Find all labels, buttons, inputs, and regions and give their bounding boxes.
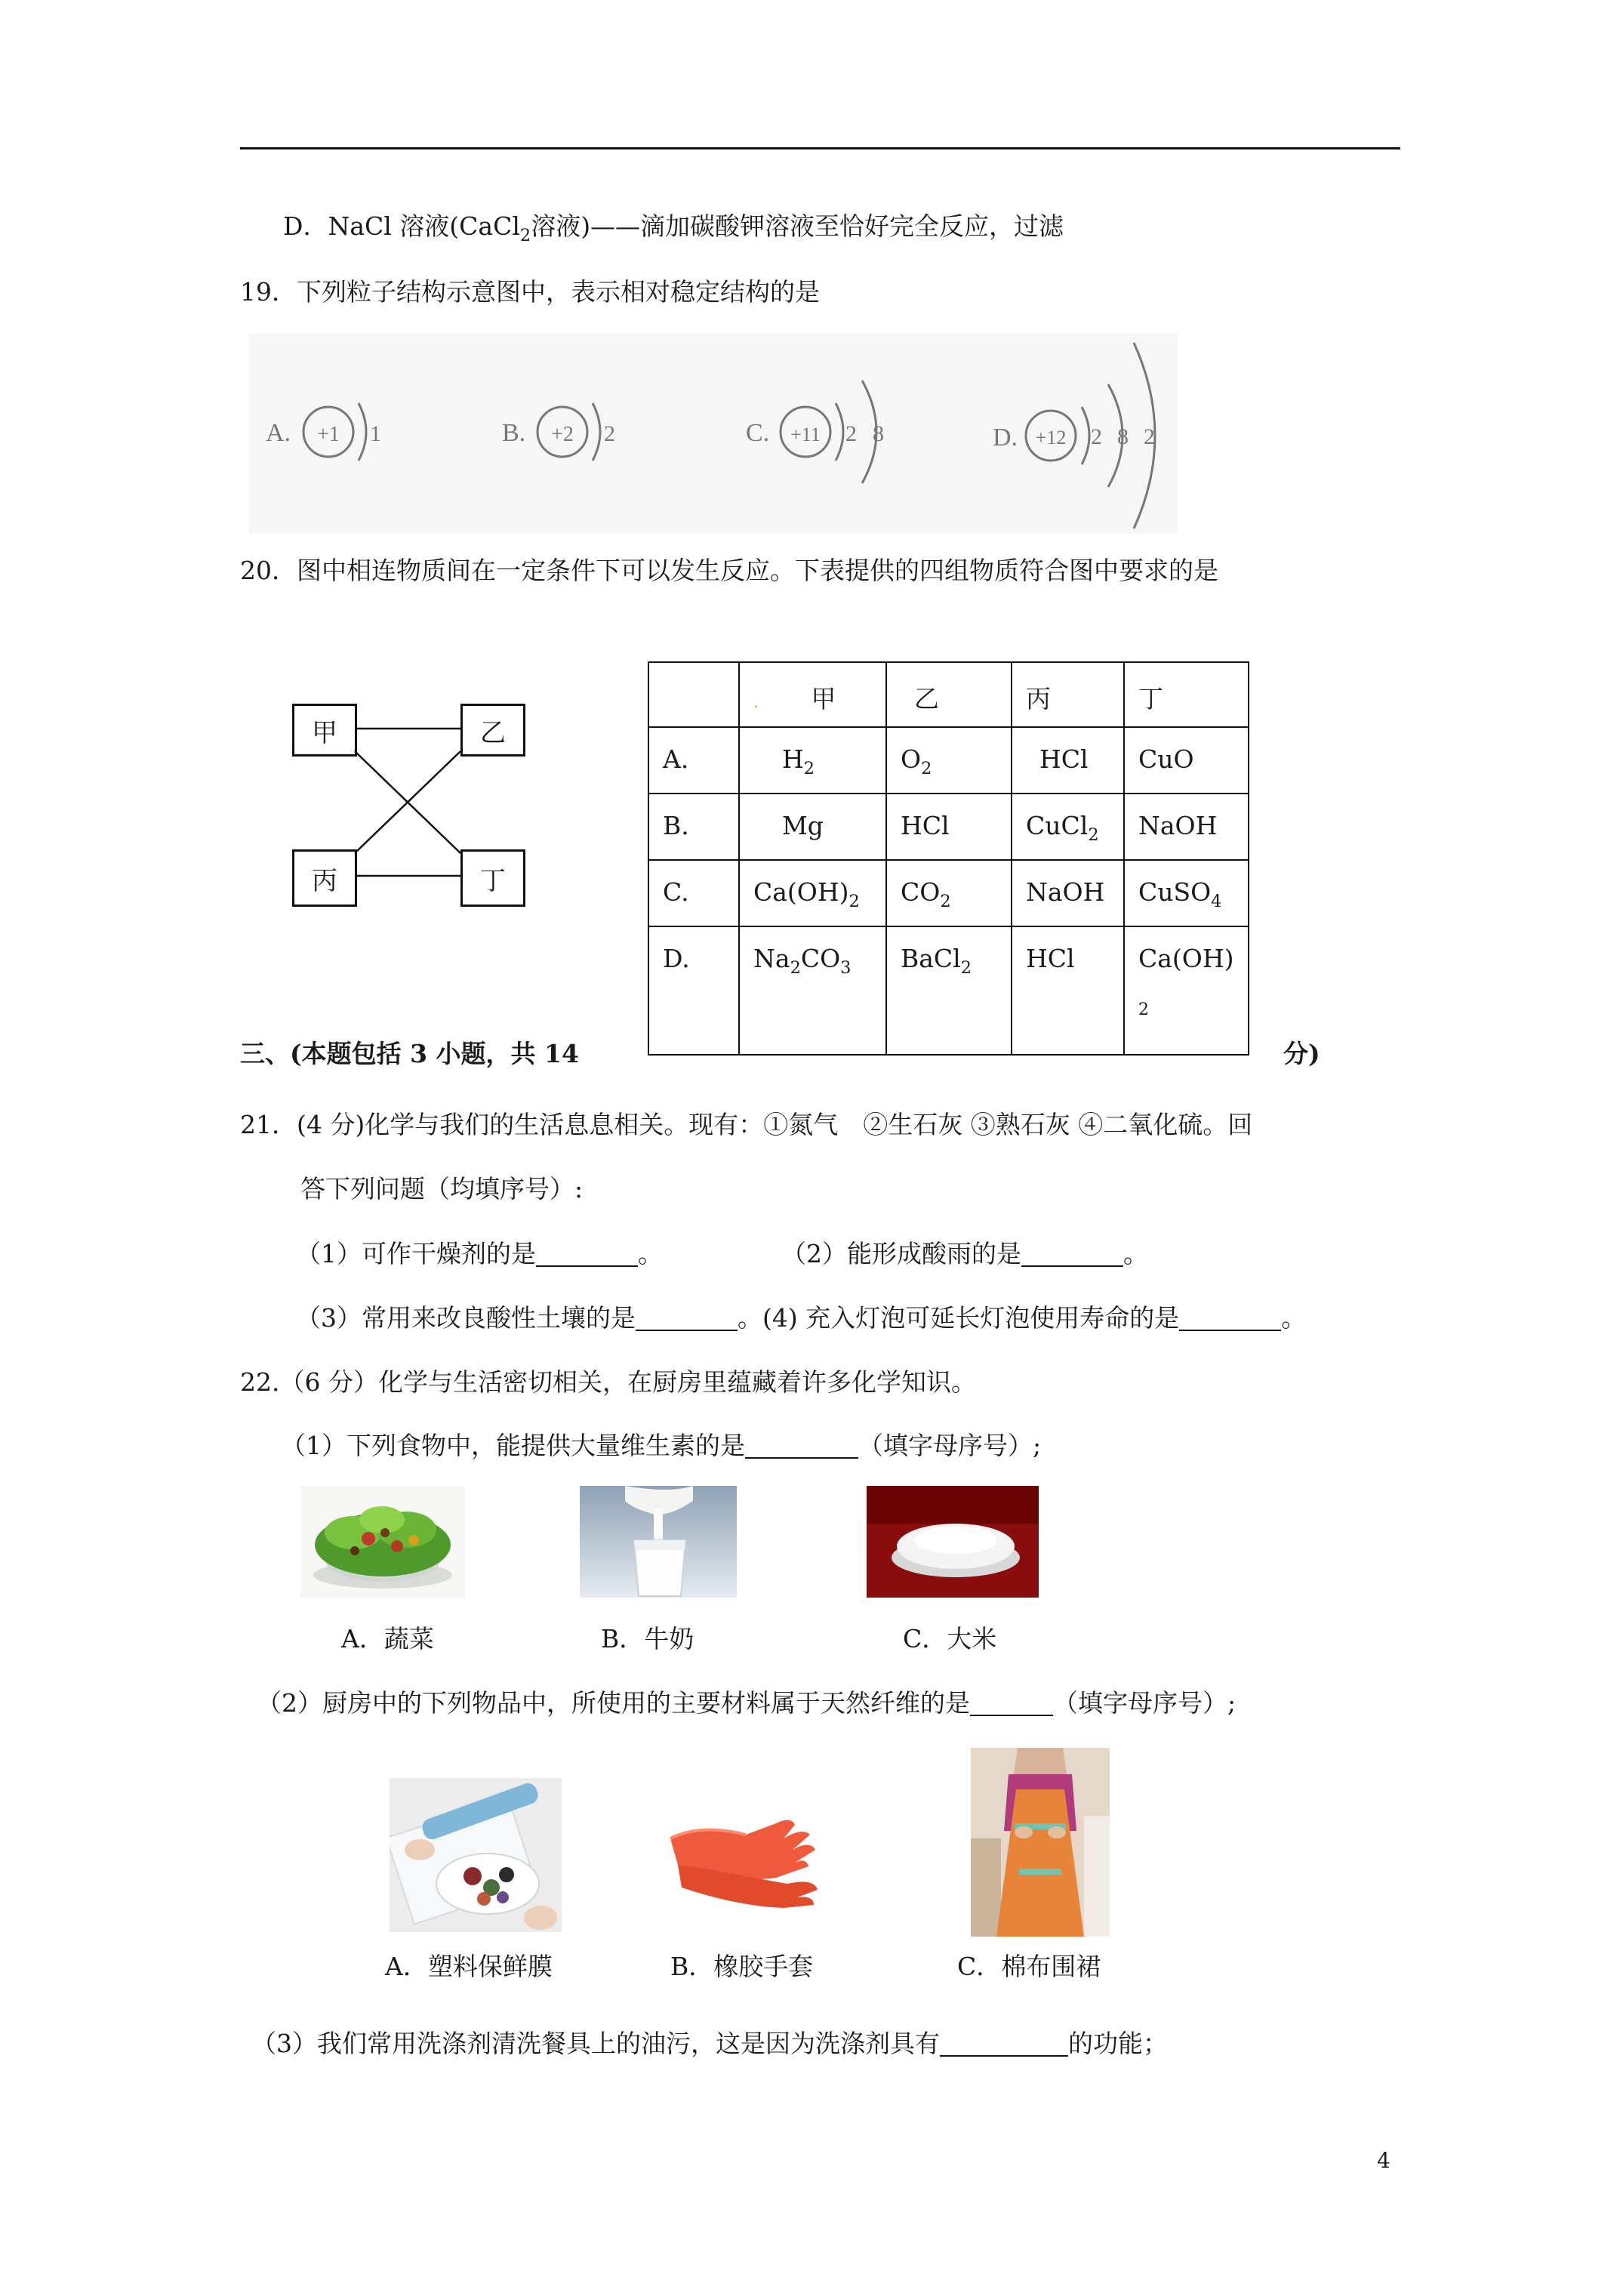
q19-stem: 19．下列粒子结构示意图中，表示相对稳定结构的是: [240, 277, 820, 307]
table-header-ding: 丁: [1124, 662, 1249, 727]
plastic-wrap-image: [390, 1778, 562, 1932]
table-header-bing: 丙: [1012, 662, 1124, 727]
section3-heading-end: 分): [1283, 1039, 1320, 1068]
q22-stem: 22.（6 分）化学与生活密切相关，在厨房里蕴藏着许多化学知识。: [240, 1367, 976, 1397]
item-caption-c: C．棉布围裙: [957, 1952, 1101, 1981]
table-corner-cell: [648, 662, 739, 727]
table-row-b: B. Mg HCl CuCl$_2$ NaOH: [648, 794, 1249, 860]
vegetable-salad-image: [300, 1486, 465, 1598]
atom-d-label: D.: [993, 424, 1018, 451]
atom-b-nucleus: +2: [551, 423, 574, 446]
atom-structure-figure: [249, 334, 1178, 534]
food-caption-b: B．牛奶: [601, 1624, 694, 1653]
atom-a-nucleus: +1: [317, 423, 340, 446]
item-caption-a: A．塑料保鲜膜: [385, 1952, 553, 1981]
atom-d-shell-3: 2: [1144, 424, 1155, 449]
atom-diagram-b: [502, 403, 615, 461]
atom-b-shell-1: 2: [604, 421, 615, 446]
atom-c-shell-1: 2: [845, 421, 857, 446]
substances-table: [648, 661, 1249, 1056]
q18-option-d: D．NaCl 溶液(CaCl$_2$溶液)——滴加碳酸钾溶液至恰好完全反应，过滤: [283, 211, 1064, 245]
q22-part3: （3）我们常用洗涤剂清洗餐具上的油污，这是因为洗涤剂具有 的功能；: [251, 2029, 1168, 2058]
q22-part1: （1）下列食物中，能提供大量维生素的是 （填字母序号）;: [281, 1431, 1042, 1460]
atom-a-label: A.: [266, 419, 291, 447]
table-header-jia: . 甲: [739, 662, 886, 727]
atom-c-shell-2: 8: [873, 421, 884, 446]
cotton-apron-image: [971, 1748, 1110, 1937]
q22-part2: （2）厨房中的下列物品中，所使用的主要材料属于天然纤维的是 （填字母序号）;: [257, 1688, 1236, 1718]
table-header-row: [648, 662, 1249, 727]
atom-diagram-a: [266, 403, 381, 461]
atom-d-nucleus: +12: [1035, 427, 1067, 448]
answer-blank-21-3[interactable]: [636, 1304, 738, 1331]
section3-heading: 三、(本题包括 3 小题，共 14: [240, 1039, 579, 1068]
food-caption-a: A．蔬菜: [341, 1624, 434, 1653]
atom-diagram-d: [993, 343, 1155, 529]
node-bing: 丙: [292, 849, 357, 907]
q20-stem: 20．图中相连物质间在一定条件下可以发生反应。下表提供的四组物质符合图中要求的是: [240, 556, 1218, 585]
answer-blank-21-1[interactable]: [536, 1240, 638, 1267]
node-jia: 甲: [292, 704, 357, 757]
q21-part1: （1）可作干燥剂的是 。: [296, 1239, 663, 1268]
milk-image: [580, 1486, 737, 1598]
atom-b-label: B.: [502, 419, 526, 447]
atom-d-shell-2: 8: [1117, 424, 1129, 449]
answer-blank-21-2[interactable]: [1021, 1240, 1123, 1267]
table-row-d: D. $Na_2CO_3$ BaCl$_2$ HCl Ca(OH) 2: [648, 926, 1249, 1055]
atom-diagram-c: [746, 381, 884, 483]
table-row-a: A. $H_2$ $O_2$ HCl CuO: [648, 727, 1249, 794]
atom-d-shell-1: 2: [1091, 424, 1102, 449]
node-yi: 乙: [460, 704, 525, 757]
page-number: 4: [1377, 2148, 1390, 2173]
rice-image: [867, 1486, 1039, 1598]
answer-blank-22-2[interactable]: [970, 1689, 1053, 1716]
node-ding: 丁: [460, 849, 525, 907]
table-row-c: C. $Ca(OH)_2$ $CO_2$ NaOH CuSO$_4$: [648, 860, 1249, 926]
rubber-gloves-image: [663, 1793, 844, 1915]
answer-blank-22-1[interactable]: [745, 1432, 858, 1459]
header-rule: [240, 147, 1400, 149]
reaction-diagram: [291, 698, 532, 910]
q21-stem-line1: 21．(4 分)化学与我们的生活息息相关。现有：①氮气 ②生石灰 ③熟石灰 ④二氧化硫。回: [240, 1110, 1253, 1139]
atom-a-shell-1: 1: [370, 421, 381, 446]
table-header-yi: 乙: [886, 662, 1012, 727]
item-caption-b: B．橡胶手套: [670, 1952, 814, 1981]
atom-c-label: C.: [746, 419, 770, 447]
answer-blank-21-4[interactable]: [1179, 1304, 1281, 1331]
q21-stem-line2: 答下列问题（均填序号）:: [300, 1174, 584, 1203]
q21-part2: （2）能形成酸雨的是 。: [781, 1239, 1148, 1268]
answer-blank-22-3[interactable]: [940, 2029, 1068, 2057]
food-caption-c: C．大米: [903, 1624, 997, 1653]
q21-part3-4: （3）常用来改良酸性土壤的是 。(4) 充入灯泡可延长灯泡使用寿命的是 。: [296, 1303, 1307, 1333]
atom-c-nucleus: +11: [790, 424, 821, 445]
